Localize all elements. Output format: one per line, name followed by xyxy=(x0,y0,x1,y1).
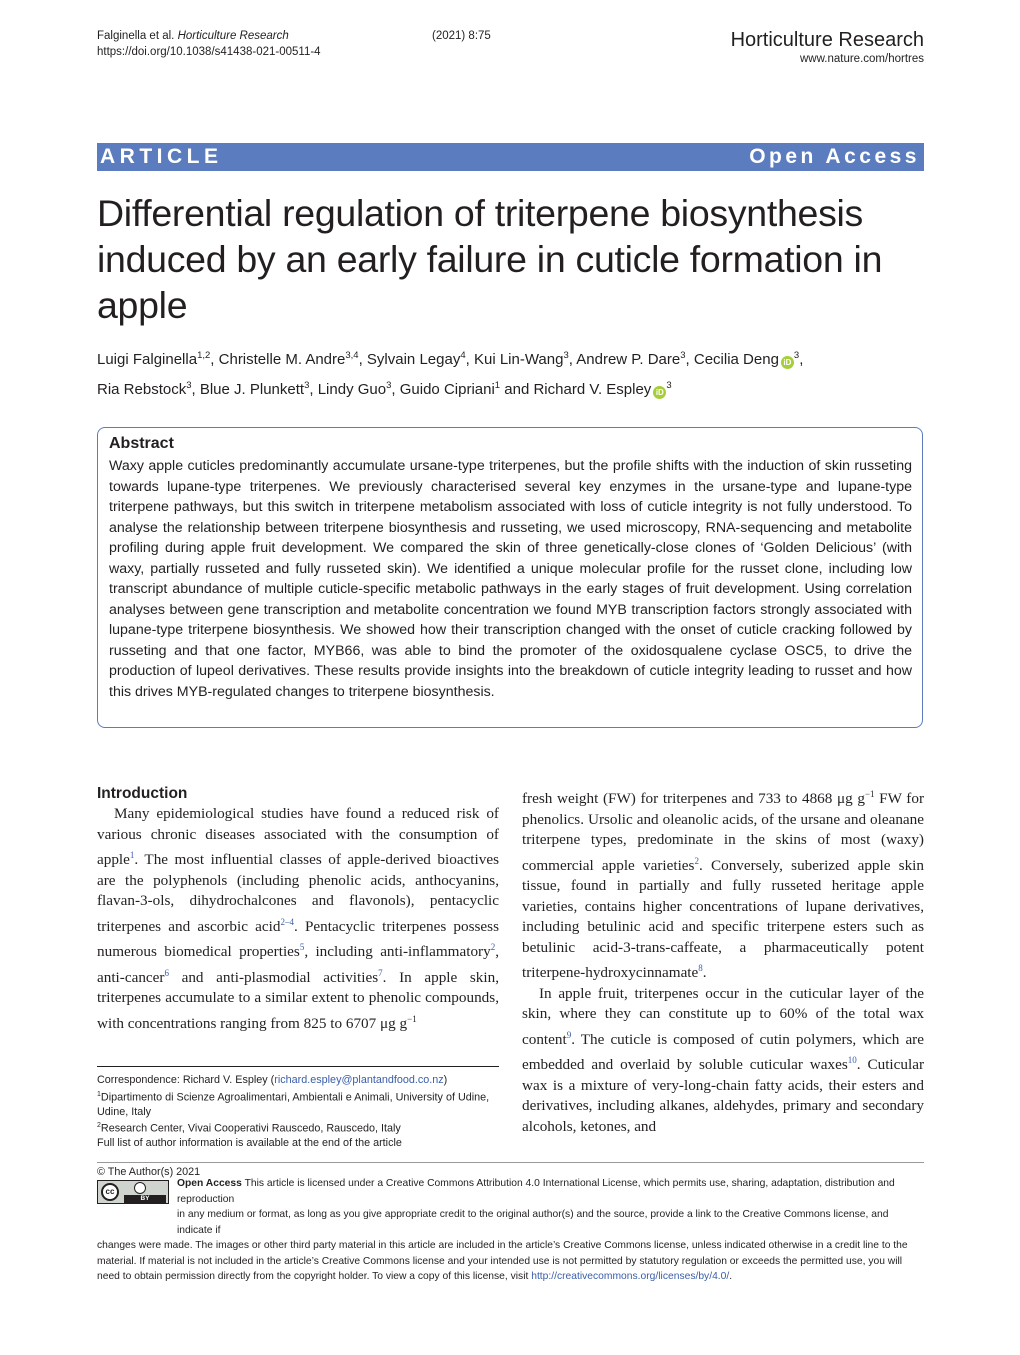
unit-exponent: −1 xyxy=(407,1013,417,1024)
license-line-2: in any medium or format, as long as you give appropriate credit to the original author(s) and the source, provide a link to the Creative Commons license, and indicate if xyxy=(177,1209,889,1236)
author-affiliation: 1,2 xyxy=(197,350,211,361)
footer-divider xyxy=(97,1162,924,1163)
abstract-box xyxy=(97,427,923,728)
orcid-icon[interactable]: iD xyxy=(653,386,666,399)
author-name: Kui Lin-Wang xyxy=(473,351,564,368)
orcid-icon[interactable]: iD xyxy=(781,356,794,369)
license-line-3: changes were made. The images or other third party material in this article are included in the article’s Creative Commons license, unless indicated otherwise in a credit line to the material. If material is not included in the article’s Creative Commons license and your intended use is not permitted by statutory regulation or exceeds the permitted use, you will need to obtain permission directly from the copyright holder. To view a copy of this license, visit xyxy=(97,1240,908,1282)
license-text xyxy=(97,1176,925,1285)
correspondence-divider xyxy=(97,1066,499,1067)
journal-name: Horticulture Research xyxy=(730,29,924,51)
citation-ref[interactable]: 5 xyxy=(299,942,305,953)
journal-url[interactable]: www.nature.com/hortres xyxy=(800,53,924,65)
author-list: Luigi Falginella$^{1,2}$, Christelle M. Andre$^{3,4}$, Sylvain Legay$^4$, Kui Lin-Wang$^3$, Andrew P. Dare$^3$, Cecilia Deng $iD^3$, Ria Rebstock$^3$, Blue J. Plunkett$^3$, Lindy Guo$^3$, Guido Cipriani$^1$ and Richard V. Espley $iD^3$ xyxy=(97,350,804,398)
correspondence-label: Correspondence: Richard V. Espley ( xyxy=(97,1074,275,1086)
license-end: . xyxy=(729,1271,733,1282)
running-header xyxy=(97,28,321,60)
affiliation-1: Dipartimento di Scienze Agroalimentari, Ambientali e Animali, University of Udine, Udine, Italy xyxy=(97,1091,490,1118)
author-affiliation: 3 xyxy=(186,380,192,391)
creative-commons-badge[interactable] xyxy=(97,1180,169,1204)
intro-paragraph-2: In apple fruit, triterpenes occur in the cuticular layer of the skin, where they can constitute up to 60% of the total wax content$^9$. The cuticle is composed of cutin polymers, which are embedded and overlaid by soluble cuticular waxes$^{10}$. Cuticular wax is a mixture of very-long-chain fatty acids, their esters and derivatives, including alkanes, aldehydes, primary and secondary alcohols, ketones, and xyxy=(522,984,924,1135)
citation-ref[interactable]: 10 xyxy=(847,1055,857,1066)
citation-ref[interactable]: 2 xyxy=(694,855,699,866)
article-title: Differential regulation of triterpene biosynthesis induced by an early failure in cuticle formation in apple xyxy=(97,192,883,326)
intro-paragraph-1: Many epidemiological studies have found a reduced risk of various chronic diseases associated with the consumption of apple$^1$. The most influential classes of apple-derived bioactives are the polyphenols (including phenolic acids, anthocyanins, flavan-3-ols, dihydrochalcones and flavonols), pentacyclic triterpenes and ascorbic acid$^{2-4}$. Pentacyclic triterpenes possess numerous biomedical properties$^5$, including anti-inflammatory$^2$, anti-cancer$^6$ and anti-plasmodial activities$^7$. In apple skin, triterpenes accumulate to a similar extent to phenolic compounds, with concentrations ranging from 825 to 6707 μg $g^{-1}$ xyxy=(97,805,500,1032)
author-affiliation: 3 xyxy=(680,350,686,361)
author-name: Lindy Guo xyxy=(317,381,387,398)
open-access-label: Open Access xyxy=(749,145,920,168)
author-name: Christelle M. Andre xyxy=(218,351,346,368)
citation-ref[interactable]: 7 xyxy=(378,967,383,978)
license-line-1: This article is licensed under a Creative Commons Attribution 4.0 International License, which permits use, sharing, adaptation, distribution and reproduction xyxy=(177,1178,895,1205)
author-name: Richard V. Espley xyxy=(533,381,652,398)
affiliation-2: Research Center, Vivai Cooperativi Rauscedo, Rauscedo, Italy xyxy=(100,1122,401,1135)
license-link[interactable]: http://creativecommons.org/licenses/by/4.0/ xyxy=(531,1271,730,1282)
author-name: Andrew P. Dare xyxy=(576,351,681,368)
header-authors: Falginella et al. xyxy=(97,30,175,42)
citation-ref[interactable]: 2 xyxy=(490,942,496,953)
unit-exponent: −1 xyxy=(864,789,875,799)
aff1-number: 1 xyxy=(97,1090,101,1098)
intro-left-column xyxy=(97,804,499,1034)
author-affiliation: 3 xyxy=(793,350,800,361)
copyright-line: © The Author(s) 2021 xyxy=(97,1166,201,1178)
author-name: Sylvain Legay xyxy=(366,351,461,368)
correspondence-close: ) xyxy=(443,1074,448,1086)
citation-ref[interactable]: 8 xyxy=(698,963,703,974)
correspondence-block xyxy=(97,1073,502,1151)
full-author-info: Full list of author information is available at the end of the article xyxy=(97,1137,402,1150)
doi-link[interactable]: https://doi.org/10.1038/s41438-021-00511-4 xyxy=(97,46,321,58)
abstract-text: Waxy apple cuticles predominantly accumulate ursane-type triterpenes, but the profile shifts with the induction of skin russeting towards lupane-type triterpenes. We previously characterised several key enzymes in the ursane-type and lupane-type triterpene pathways, but this switch in triterpene metabolism associated with loss of cuticle integrity is not fully understood. To analyse the relationship between triterpene biosynthesis and russeting, we used microscopy, RNA-sequencing and metabolite profiling during apple fruit development. We compared the skin of three genetically-close clones of ‘Golden Delicious’ (with waxy, partially russeted and fully russeted skin). We identified a unique molecular profile for the russet clone, including low transcript abundance of multiple cuticle-specific metabolic pathways in the early stages of fruit development. Using correlation analyses between gene transcription and metabolite concentration we found MYB transcription factors strongly associated with lupane-type triterpene biosynthesis. We showed how their transcription changed with the onset of cuticle cracking followed by russeting and that one factor, MYB66, was able to bind the promoter of the oxidosqualene cyclase OSC5, to drive the production of lupeol derivatives. These results provide insights into the breakdown of cuticle integrity leading to russet and how this drives MYB-regulated changes to triterpene biosynthesis. xyxy=(109,458,912,700)
citation-ref[interactable]: 6 xyxy=(164,967,169,978)
intro-right-column xyxy=(522,784,924,1137)
author-affiliation: 3 xyxy=(386,380,392,391)
year-volume: (2021) 8:75 xyxy=(432,30,491,42)
author-affiliation: 3 xyxy=(563,350,569,361)
author-affiliation: 3 xyxy=(666,380,672,391)
attribution-person-icon xyxy=(134,1182,146,1194)
journal-masthead xyxy=(731,28,924,66)
header-journal: Horticulture Research xyxy=(177,30,289,42)
intro-paragraph-1-cont: fresh weight (FW) for triterpenes and 733 to 4868 μg $g^{-1}$ FW for phenolics. Ursolic and oleanolic acids, of the ursane and oleanane triterpene types, predominate in the skins of most (waxy) commercial apple varieties$^2$. Conversely, suberized apple skin tissue, found in partially and fully russeted heritage apple varieties, contains higher concentrations of lupane derivatives, including betulinic acid and specific triterpene esters such as betulinic acid-3-trans-caffeate, a pharmaceutically potent triterpene-hydroxycinnamate$^8$. xyxy=(522,789,925,982)
author-name: Blue J. Plunkett xyxy=(199,381,305,398)
author-affiliation: 4 xyxy=(460,350,466,361)
article-label: ARTICLE xyxy=(100,145,223,168)
author-name: Cecilia Deng xyxy=(693,351,779,368)
author-affiliation: 3,4 xyxy=(345,350,359,361)
author-affiliation: 1 xyxy=(494,380,501,391)
author-name: Luigi Falginella xyxy=(97,351,198,368)
license-open-access: Open Access xyxy=(177,1178,242,1189)
by-label: BY xyxy=(124,1195,166,1203)
author-name: Guido Cipriani xyxy=(399,381,495,398)
correspondence-email[interactable]: richard.espley@plantandfood.co.nz xyxy=(274,1074,444,1086)
aff2-number: 2 xyxy=(97,1122,101,1130)
article-type-banner xyxy=(97,143,924,171)
cc-icon: cc xyxy=(101,1183,119,1201)
citation-ref[interactable]: 2–4 xyxy=(280,916,294,927)
author-affiliation: 3 xyxy=(304,380,310,391)
citation-ref[interactable]: 1 xyxy=(129,850,135,860)
introduction-heading: Introduction xyxy=(97,785,188,802)
citation-ref[interactable]: 9 xyxy=(566,1029,572,1040)
abstract-heading: Abstract xyxy=(109,435,174,452)
author-name: Ria Rebstock xyxy=(97,381,187,398)
